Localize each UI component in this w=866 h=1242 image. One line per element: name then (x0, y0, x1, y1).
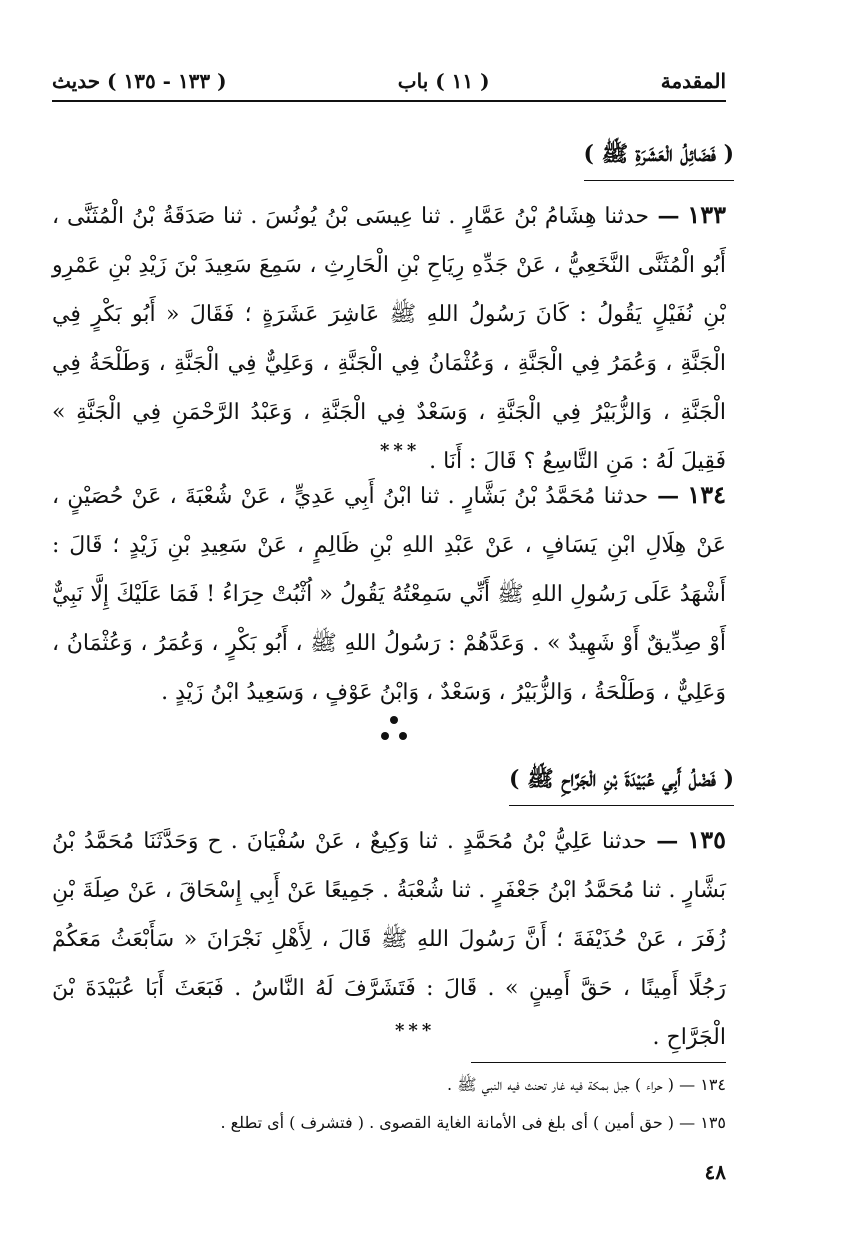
header-section-name: المقدمة (660, 69, 726, 93)
hadith-number: ١٣٣ (687, 200, 726, 229)
hadith-text: حدثنا مُحَمَّدُ بْنُ بَشَّارٍ . ثنا ابْنُ أَبِي عَدِيٍّ ، عَنْ شُعْبَةَ ، عَنْ حُصَيْنٍ ، عَنْ هِلَالِ ابْنِ يَسَافٍ ، عَنْ عَبْدِ اللهِ بْنِ ظَالِمٍ ، عَنْ سَعِيدِ بْنِ زَيْدٍ ؛ قَالَ : أَشْهَدُ عَلَى رَسُولِ اللهِ ﷺ أَنِّي سَمِعْتُهُ يَقُولُ « اُثْبُتْ حِرَاءُ ! فَمَا عَلَيْكَ إِلَّا نَبِيٌّ أَوْ صِدِّيقٌ أَوْ شَهِيدٌ » . وَعَدَّهُمْ : رَسُولُ اللهِ ﷺ ، أَبُو بَكْرٍ ، وَعُمَرُ ، وَعُثْمَانُ ، وَعَلِيٌّ ، وَطَلْحَةُ ، وَالزُّبَيْرُ ، وَسَعْدٌ ، وَابْنُ عَوْفٍ ، وَسَعِيدُ ابْنُ زَيْدٍ . (52, 484, 726, 705)
header-rule (52, 100, 726, 102)
footnote-135: ١٣٥ — ( حق أمين ) أى بلغ فى الأمانة الغاية القصوى . ( فتشرف ) أى تطلع . (220, 1113, 726, 1132)
header-hadith-range: ( ١٣٣ - ١٣٥ ) حديث (52, 69, 227, 93)
hadith-text: حدثنا عَلِيُّ بْنُ مُحَمَّدٍ . ثنا وَكِيعٌ ، عَنْ سُفْيَانَ . ح وَحَدَّثَنَا مُحَمَّدُ بْنُ بَشَّارٍ . ثنا مُحَمَّدُ ابْنُ جَعْفَرٍ . ثنا شُعْبَةُ . جَمِيعًا عَنْ أَبِي إِسْحَاقَ ، عَنْ صِلَةَ بْنِ زُفَرَ ، عَنْ حُذَيْفَةَ ؛ أَنَّ رَسُولَ اللهِ ﷺ قَالَ ، لِأَهْلِ نَجْرَانَ « سَأَبْعَثُ مَعَكُمْ رَجُلًا أَمِينًا ، حَقَّ أَمِينٍ » . قَالَ : فَتَشَرَّفَ لَهُ النَّاسُ . فَبَعَثَ أَبَا عُبَيْدَةَ بْنَ الْجَرَّاحِ . (52, 829, 726, 1050)
footnote-134: ١٣٤ — ( حراء ) جبل بمكة فيه غار تحنث فيه النبي ﷺ . (447, 1075, 726, 1094)
hadith-number: ١٣٥ (687, 825, 726, 854)
hadith-133: ١٣٣ — حدثنا هِشَامُ بْنُ عَمَّارٍ . ثنا عِيسَى بْنُ يُونُسَ . ثنا صَدَقَةُ بْنُ الْمُثَنَّى ، أَبُو الْمُثَنَّى النَّخَعِيُّ ، عَنْ جَدِّهِ رِيَاحِ بْنِ الْحَارِثِ ، سَمِعَ سَعِيدَ بْنَ زَيْدِ بْنِ عَمْرِو بْنِ نُفَيْلٍ يَقُولُ : كَانَ رَسُولُ اللهِ ﷺ عَاشِرَ عَشَرَةٍ ؛ فَقَالَ « أَبُو بَكْرٍ فِي الْجَنَّةِ ، وَعُمَرُ فِي الْجَنَّةِ ، وَعُثْمَانُ فِي الْجَنَّةِ ، وَعَلِيٌّ فِي الْجَنَّةِ ، وَطَلْحَةُ فِي الْجَنَّةِ ، وَالزُّبَيْرُ فِي الْجَنَّةِ ، وَسَعْدٌ فِي الْجَنَّةِ ، وَعَبْدُ الرَّحْمَنِ فِي الْجَنَّةِ » فَقِيلَ لَهُ : مَنِ التَّاسِعُ ؟ قَالَ : أَنَا . (52, 200, 726, 474)
page-number: ٤٨ (704, 1160, 726, 1184)
hadith-134: ١٣٤ — حدثنا مُحَمَّدُ بْنُ بَشَّارٍ . ثنا ابْنُ أَبِي عَدِيٍّ ، عَنْ شُعْبَةَ ، عَنْ حُصَيْنٍ ، عَنْ هِلَالِ ابْنِ يَسَافٍ ، عَنْ عَبْدِ اللهِ بْنِ ظَالِمٍ ، عَنْ سَعِيدِ بْنِ زَيْدٍ ؛ قَالَ : أَشْهَدُ عَلَى رَسُولِ اللهِ ﷺ أَنِّي سَمِعْتُهُ يَقُولُ « اُثْبُتْ حِرَاءُ ! فَمَا عَلَيْكَ إِلَّا نَبِيٌّ أَوْ صِدِّيقٌ أَوْ شَهِيدٌ » . وَعَدَّهُمْ : رَسُولُ اللهِ ﷺ ، أَبُو بَكْرٍ ، وَعُمَرُ ، وَعُثْمَانُ ، وَعَلِيٌّ ، وَطَلْحَةُ ، وَالزُّبَيْرُ ، وَسَعْدٌ ، وَابْنُ عَوْفٍ ، وَسَعِيدُ ابْنُ زَيْدٍ . (52, 480, 726, 705)
triangle-ornament-icon (379, 716, 409, 744)
section-title-ten-companions: ( فَضَائِلُ الْعَشَرَةِ ﷺ ) (584, 140, 735, 181)
separator-stars: *** (395, 1020, 436, 1041)
running-header (52, 64, 726, 98)
hadith-number: ١٣٤ (687, 480, 726, 509)
section-title-abu-ubaidah: ( فَضْلُ أَبِي عُبَيْدَةَ بْنِ الْجَرَّاحِ ﷺ ) (509, 765, 734, 806)
hadith-135: ١٣٥ — حدثنا عَلِيُّ بْنُ مُحَمَّدٍ . ثنا وَكِيعٌ ، عَنْ سُفْيَانَ . ح وَحَدَّثَنَا مُحَمَّدُ بْنُ بَشَّارٍ . ثنا مُحَمَّدُ ابْنُ جَعْفَرٍ . ثنا شُعْبَةُ . جَمِيعًا عَنْ أَبِي إِسْحَاقَ ، عَنْ صِلَةَ بْنِ زُفَرَ ، عَنْ حُذَيْفَةَ ؛ أَنَّ رَسُولَ اللهِ ﷺ قَالَ ، لِأَهْلِ نَجْرَانَ « سَأَبْعَثُ مَعَكُمْ رَجُلًا أَمِينًا ، حَقَّ أَمِينٍ » . قَالَ : فَتَشَرَّفَ لَهُ النَّاسُ . فَبَعَثَ أَبَا عُبَيْدَةَ بْنَ الْجَرَّاحِ . (52, 825, 726, 1050)
footnote-rule (471, 1062, 726, 1063)
separator-stars: *** (380, 440, 421, 461)
header-chapter: ( ١١ ) باب (397, 69, 490, 93)
hadith-text: حدثنا هِشَامُ بْنُ عَمَّارٍ . ثنا عِيسَى بْنُ يُونُسَ . ثنا صَدَقَةُ بْنُ الْمُثَنَّى ، أَبُو الْمُثَنَّى النَّخَعِيُّ ، عَنْ جَدِّهِ رِيَاحِ بْنِ الْحَارِثِ ، سَمِعَ سَعِيدَ بْنَ زَيْدِ بْنِ عَمْرِو بْنِ نُفَيْلٍ يَقُولُ : كَانَ رَسُولُ اللهِ ﷺ عَاشِرَ عَشَرَةٍ ؛ فَقَالَ « أَبُو بَكْرٍ فِي الْجَنَّةِ ، وَعُمَرُ فِي الْجَنَّةِ ، وَعُثْمَانُ فِي الْجَنَّةِ ، وَعَلِيٌّ فِي الْجَنَّةِ ، وَطَلْحَةُ فِي الْجَنَّةِ ، وَالزُّبَيْرُ فِي الْجَنَّةِ ، وَسَعْدٌ فِي الْجَنَّةِ ، وَعَبْدُ الرَّحْمَنِ فِي الْجَنَّةِ » فَقِيلَ لَهُ : مَنِ التَّاسِعُ ؟ قَالَ : أَنَا . (52, 204, 726, 474)
